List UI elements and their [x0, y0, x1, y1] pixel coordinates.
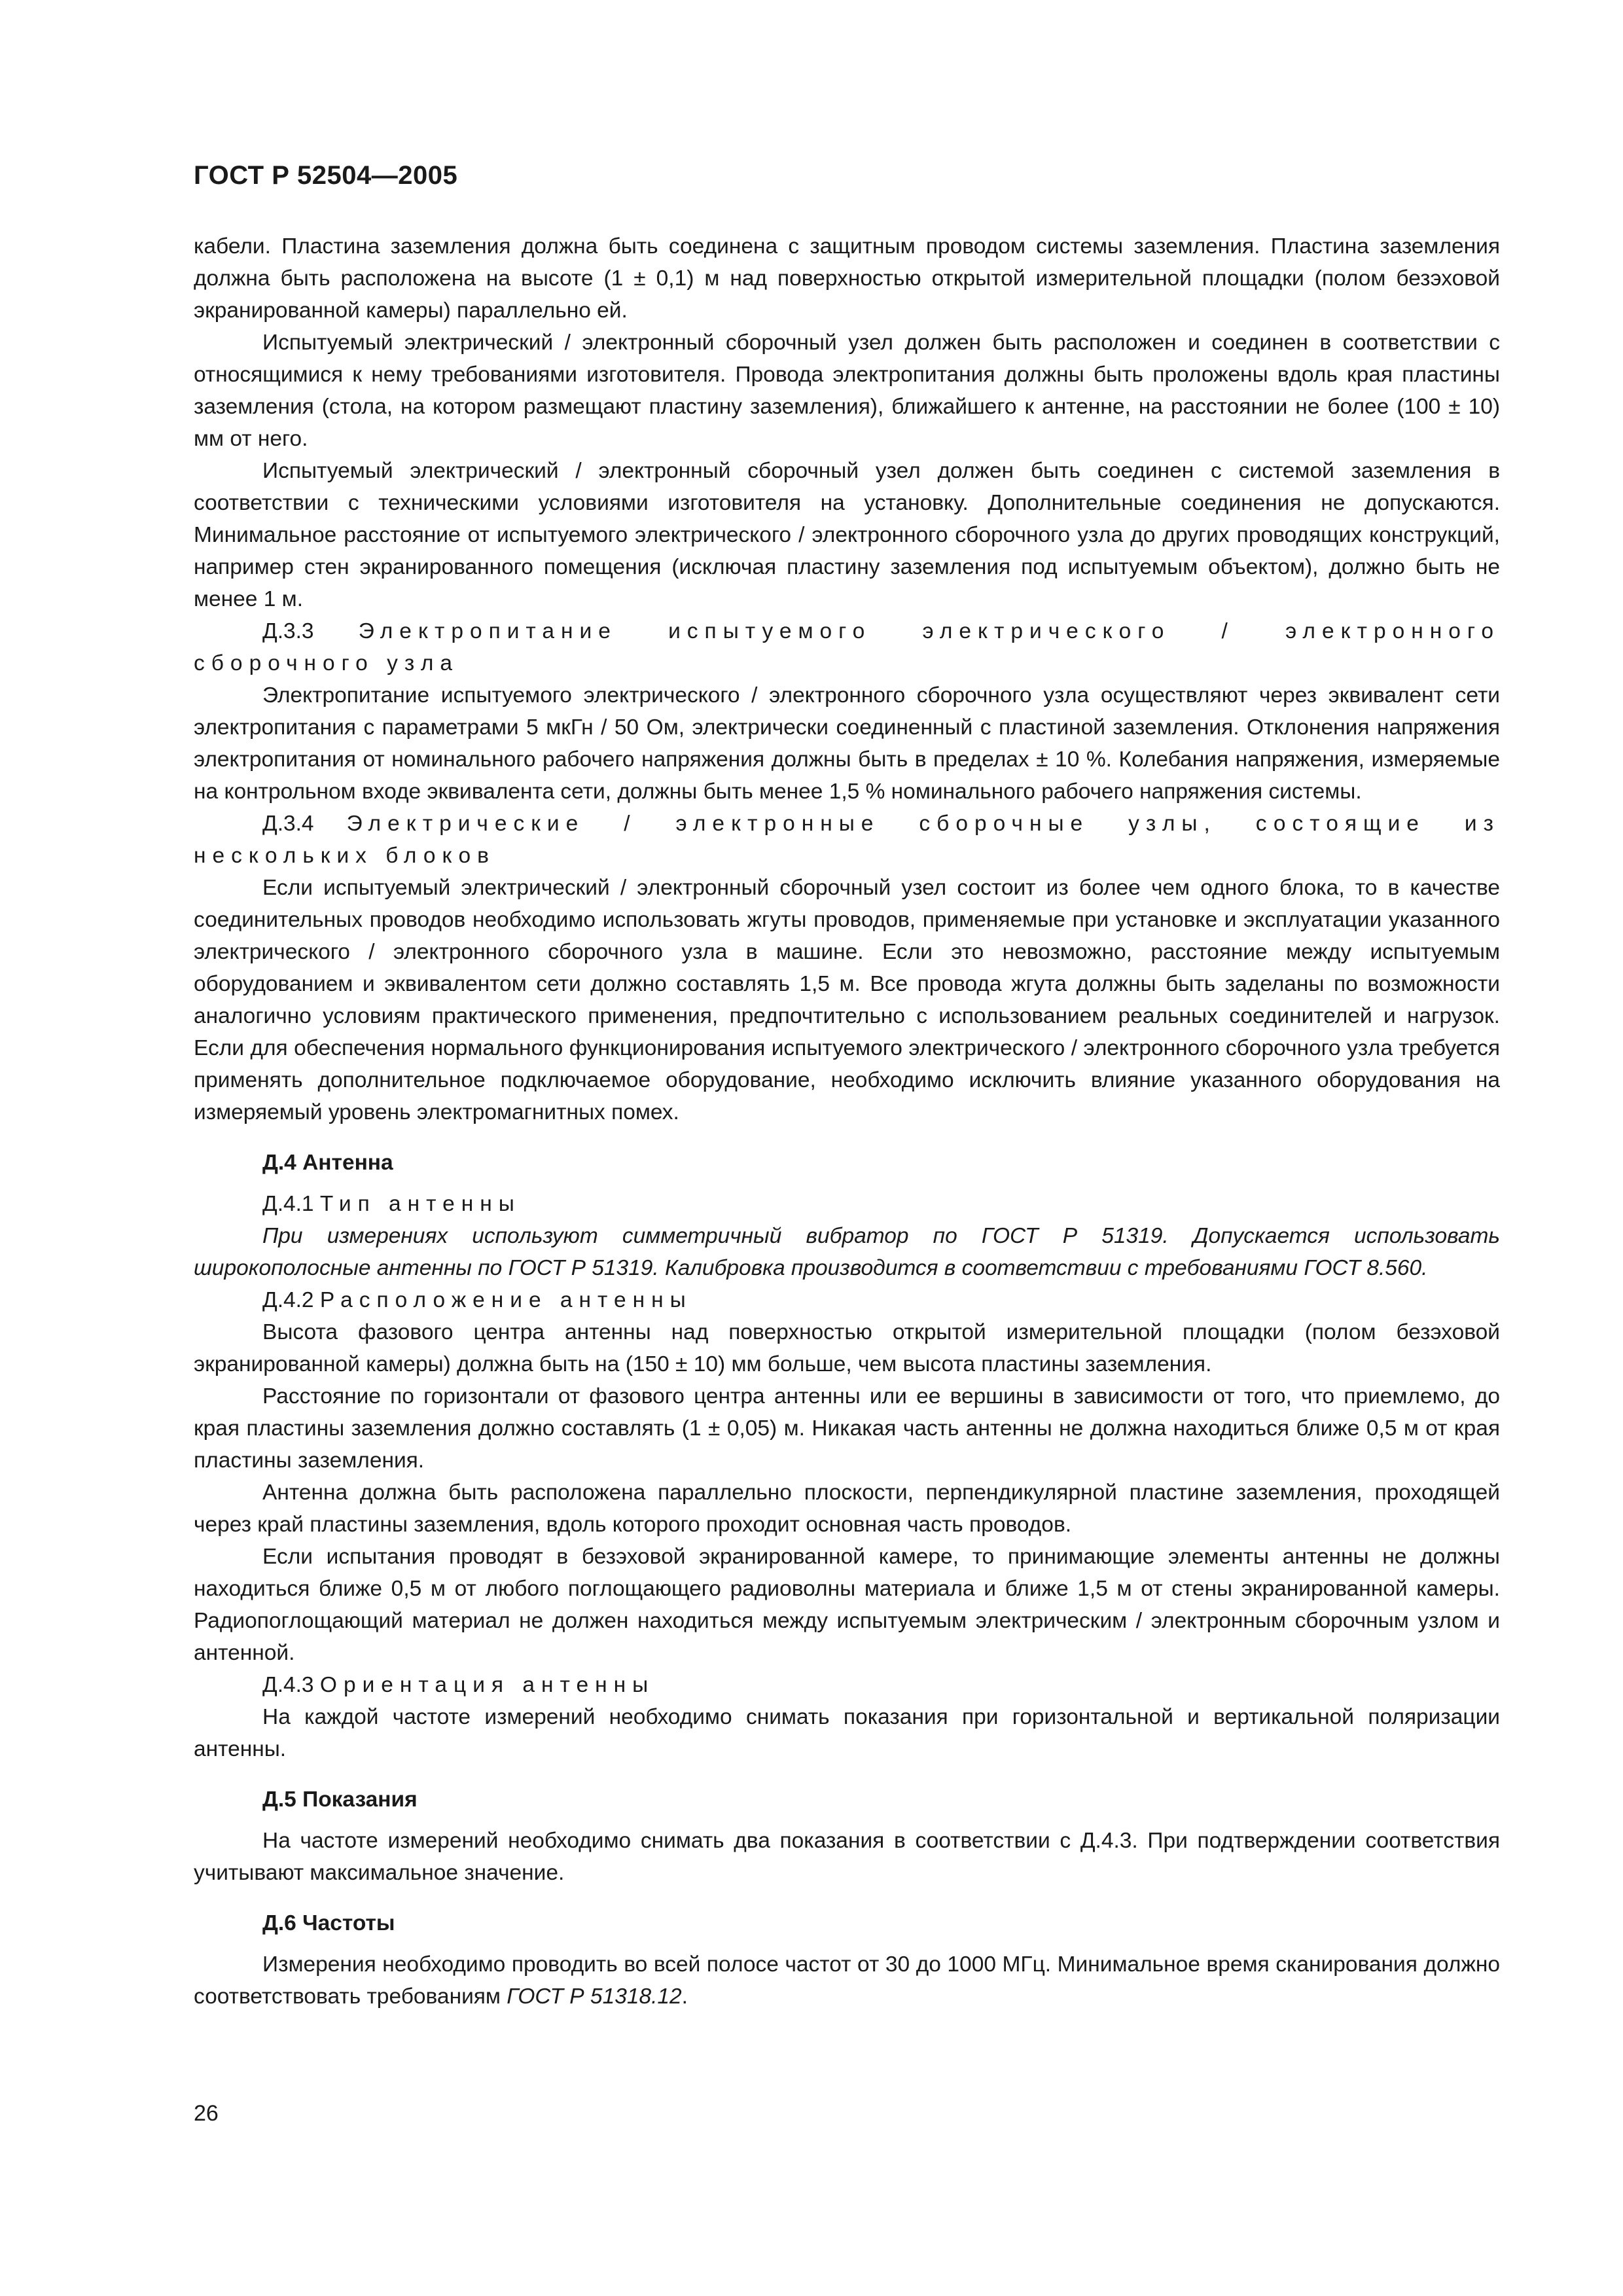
paragraph: Если испытуемый электрический / электронный сборочный узел состоит из более чем одного блока, то в качестве соединительных проводов необходимо использовать жгуты проводов, применяемые при установке и эксплуатации указанного электрического / электронного сборочного узла в машине. Если это невозможно, расстояние между испытуемым оборудованием и эквивалентом сети должно составлять 1,5 м. Все провода жгута должны быть заделаны по возможности аналогично условиям практического применения, предпочтительно с использованием реальных соединителей и нагрузок. Если для обеспечения нормального функционирования испытуемого электрического / электронного сборочного узла требуется применять дополнительное подключаемое оборудование, необходимо исключить влияние указанного оборудования на измеряемый уровень электромагнитных помех. [194, 876, 1500, 1124]
subsection-heading-d41 [194, 1188, 1500, 1220]
subsection-title: Электропитание испытуемого электрического / электронного сборочного узла [194, 619, 1500, 675]
subsection-number: Д.4.3 [262, 1673, 314, 1697]
paragraph: Испытуемый электрический / электронный сборочный узел должен быть соединен с системой заземления в соответствии с техническими условиями изготовителя на установку. Дополнительные соединения не допускаются. Минимальное расстояние от испытуемого электрического / электронного сборочного узла до других проводящих конструкций, например стен экранированного помещения (исключая пластину заземления под испытуемым объектом), должно быть не менее 1 м. [194, 459, 1500, 611]
subsection-title: Электрические / электронные сборочные узлы, состоящие из нескольких блоков [194, 812, 1500, 868]
subsection-heading-d42 [194, 1284, 1500, 1316]
page-number: 26 [194, 2101, 219, 2126]
paragraph: кабели. Пластина заземления должна быть соединена с защитным проводом системы заземления. Пластина заземления должна быть расположена на высоте (1 ± 0,1) м над поверхностью открытой измерительной площадки (полом безэховой экранированной камеры) параллельно ей. [194, 234, 1500, 323]
section-heading-d5: Д.5 Показания [262, 1787, 418, 1812]
subsection-number: Д.4.2 [262, 1288, 314, 1312]
paragraph: Антенна должна быть расположена параллельно плоскости, перпендикулярной пластине заземления, проходящей через край пластины заземления, вдоль которого проходит основная часть проводов. [194, 1480, 1500, 1537]
paragraph-end: . [681, 1984, 688, 2009]
paragraph-text: Измерения необходимо проводить во всей полосе частот от 30 до 1000 МГц. Минимальное время сканирования должно соответствовать требованиям [194, 1952, 1500, 2009]
document-header: ГОСТ Р 52504—2005 [194, 161, 458, 190]
paragraph: Электропитание испытуемого электрического / электронного сборочного узла осуществляют через эквивалент сети электропитания с параметрами 5 мкГн / 50 Ом, электрически соединенный с пластиной заземления. Отклонения напряжения электропитания от номинального рабочего напряжения должны быть в пределах ± 10 %. Колебания напряжения, измеряемые на контрольном входе эквивалента сети, должны быть менее 1,5 % номинального рабочего напряжения системы. [194, 683, 1500, 804]
subsection-heading-d34 [194, 808, 1500, 872]
paragraph: На каждой частоте измерений необходимо снимать показания при горизонтальной и вертикальной поляризации антенны. [194, 1705, 1500, 1761]
paragraph: Испытуемый электрический / электронный сборочный узел должен быть расположен и соединен в соответствии с относящимися к нему требованиями изготовителя. Провода электропитания должны быть проложены вдоль края пластины заземления (стола, на котором размещают пластину заземления), ближайшего к антенне, на расстоянии не более (100 ± 10) мм от него. [194, 331, 1500, 451]
standard-reference: ГОСТ Р 51318.12 [507, 1984, 682, 2009]
subsection-title: Тип антенны [319, 1192, 521, 1216]
paragraph: На частоте измерений необходимо снимать два показания в соответствии с Д.4.3. При подтверждении соответствия учитывают максимальное значение. [194, 1829, 1500, 1885]
subsection-number: Д.4.1 [262, 1192, 314, 1216]
paragraph: При измерениях используют симметричный вибратор по ГОСТ Р 51319. Допускается использовать широкополосные антенны по ГОСТ Р 51319. Калибровка производится в соответствии с требованиями ГОСТ 8.560. [194, 1224, 1500, 1280]
paragraph [194, 1948, 1500, 2013]
subsection-heading-d33 [194, 615, 1500, 679]
paragraph: Расстояние по горизонтали от фазового центра антенны или ее вершины в зависимости от того, что приемлемо, до края пластины заземления должно составлять (1 ± 0,05) м. Никакая часть антенны не должна находиться ближе 0,5 м от края пластины заземления. [194, 1384, 1500, 1473]
section-heading-d6: Д.6 Частоты [262, 1911, 395, 1935]
subsection-title: Расположение антенны [319, 1288, 692, 1312]
section-heading-d4: Д.4 Антенна [262, 1151, 393, 1175]
paragraph: Высота фазового центра антенны над поверхностью открытой измерительной площадки (полом безэховой экранированной камеры) должна быть на (150 ± 10) мм больше, чем высота пластины заземления. [194, 1320, 1500, 1376]
subsection-number: Д.3.4 [262, 812, 314, 836]
document-body [194, 230, 1500, 2013]
paragraph: Если испытания проводят в безэховой экранированной камере, то принимающие элементы антенны не должны находиться ближе 0,5 м от любого поглощающего радиоволны материала и ближе 1,5 м от стены экранированной камеры. Радиопоглощающий материал не должен находиться между испытуемым электрическим / электронным сборочным узлом и антенной. [194, 1545, 1500, 1665]
subsection-number: Д.3.3 [262, 619, 314, 643]
subsection-title: Ориентация антенны [319, 1673, 655, 1697]
subsection-heading-d43 [194, 1669, 1500, 1701]
